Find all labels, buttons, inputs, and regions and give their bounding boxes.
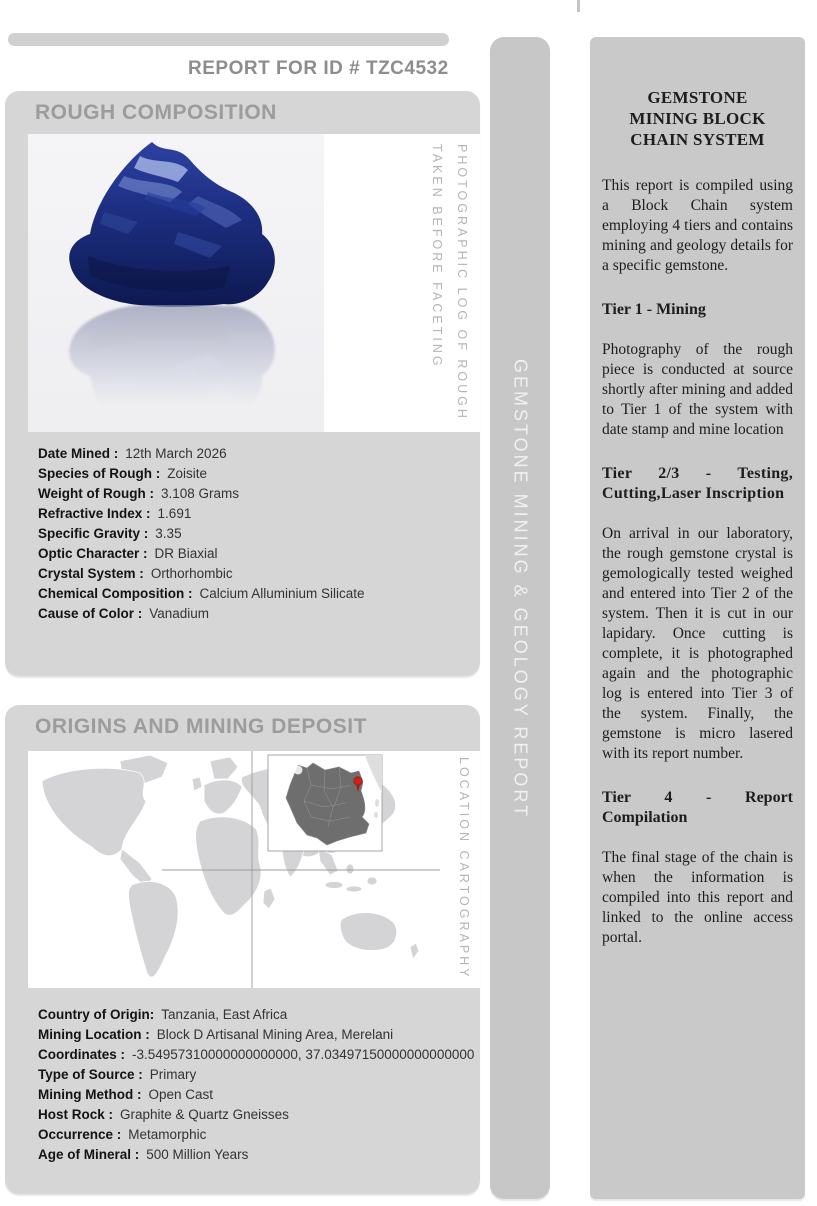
vertical-title-bar — [490, 37, 550, 1199]
tanzania-inset — [268, 755, 382, 851]
map-caption-text: LOCATION CARTOGRAPHY — [457, 757, 471, 980]
tier23-body: On arrival in our laboratory, the rough gemstone crystal is gemologically tested weighed and entered into Tier 2 of the system. Then it is cut in our lapidary. Once cutting is complete, it is photographed again and the photographic log is entered into Tier 3 of the system. Finally, the gemstone is micro lasered with its report number. — [602, 525, 793, 762]
field-label: Weight of Rough : — [38, 486, 154, 501]
field-value: Vanadium — [149, 606, 210, 621]
field-row — [38, 584, 365, 604]
rough-gemstone-photo — [28, 134, 324, 432]
field-row — [38, 1065, 474, 1085]
field-label: Specific Gravity : — [38, 526, 149, 541]
rough-stone-graphic — [28, 134, 324, 432]
field-label: Crystal System : — [38, 566, 144, 581]
field-row — [38, 444, 365, 464]
field-label: Host Rock : — [38, 1107, 114, 1122]
tier23-heading: Tier 2/3 - Testing, Cutting,Laser Inscription — [602, 465, 793, 502]
field-label: Species of Rough : — [38, 466, 161, 481]
photo-caption-line2: TAKEN BEFORE FACETING — [430, 144, 444, 369]
tier4-body: The final stage of the chain is when the information is compiled into this report and linked to the online access portal. — [602, 849, 793, 946]
tier4-heading: Tier 4 - Report Compilation — [602, 789, 793, 826]
field-value: 3.108 Grams — [160, 486, 240, 501]
field-row — [38, 564, 365, 584]
field-value: Zoisite — [167, 466, 208, 481]
field-value: 500 Million Years — [146, 1147, 249, 1162]
field-row — [38, 524, 365, 544]
field-value: Graphite & Quartz Gneisses — [120, 1107, 289, 1122]
field-label: Optic Character : — [38, 546, 148, 561]
field-row — [38, 464, 365, 484]
field-label: Occurrence : — [38, 1127, 122, 1142]
map-box — [28, 751, 480, 988]
field-value: 1.691 — [157, 506, 192, 521]
panel-heading: GEMSTONE MINING BLOCK CHAIN SYSTEM — [629, 88, 766, 149]
field-row — [38, 1005, 474, 1025]
top-divider-bar — [8, 33, 449, 46]
field-row — [38, 1025, 474, 1045]
field-row — [38, 504, 365, 524]
rough-fields — [38, 444, 365, 624]
tier1-body: Photography of the rough piece is conducted at source shortly after mining and added to Tier 1 of the system with date stamp and mine location — [602, 341, 793, 438]
field-value: Block D Artisanal Mining Area, Merelani — [156, 1027, 394, 1042]
field-label: Refractive Index : — [38, 506, 151, 521]
field-label: Mining Location : — [38, 1027, 150, 1042]
field-label: Age of Mineral : — [38, 1147, 140, 1162]
panel-intro: This report is compiled using a Block Chain system employing 4 tiers and contains mining and geology details for a specific gemstone. — [602, 177, 793, 274]
origins-title: ORIGINS AND MINING DEPOSIT — [35, 715, 367, 738]
field-value: 3.35 — [155, 526, 182, 541]
field-value: Primary — [149, 1067, 197, 1082]
field-value: Metamorphic — [128, 1127, 207, 1142]
field-value: Calcium Alluminium Silicate — [199, 586, 365, 601]
field-label: Country of Origin: — [38, 1007, 155, 1022]
blockchain-info-panel — [590, 37, 805, 1199]
field-value: 12th March 2026 — [125, 446, 227, 461]
field-label: Cause of Color : — [38, 606, 143, 621]
field-value: Tanzania, East Africa — [161, 1007, 288, 1022]
field-row — [38, 1145, 474, 1165]
field-value: -3.54957310000000000000, 37.03497150000000000000 — [132, 1047, 475, 1062]
field-value: Open Cast — [148, 1087, 214, 1102]
field-value: DR Biaxial — [154, 546, 218, 561]
origins-card — [5, 705, 480, 1194]
field-label: Date Mined : — [38, 446, 119, 461]
field-row — [38, 604, 365, 624]
field-row — [38, 544, 365, 564]
field-row — [38, 484, 365, 504]
report-title: REPORT FOR ID # TZC4532 — [188, 58, 449, 79]
rough-composition-card — [5, 91, 480, 676]
rough-composition-title: ROUGH COMPOSITION — [35, 101, 277, 124]
photo-caption-line1: PHOTOGRAPHIC LOG OF ROUGH — [455, 144, 469, 421]
world-map — [28, 751, 442, 988]
field-row — [38, 1085, 474, 1105]
field-label: Mining Method : — [38, 1087, 142, 1102]
page-guide-tick — [577, 0, 580, 12]
field-label: Type of Source : — [38, 1067, 143, 1082]
map-caption — [451, 757, 476, 985]
origins-fields — [38, 1005, 474, 1165]
tier1-heading: Tier 1 - Mining — [602, 301, 706, 318]
photo-caption — [424, 144, 474, 429]
field-label: Chemical Composition : — [38, 586, 193, 601]
field-row — [38, 1125, 474, 1145]
field-value: Orthorhombic — [150, 566, 233, 581]
rough-photo-box — [28, 134, 480, 432]
field-row — [38, 1105, 474, 1125]
field-row — [38, 1045, 474, 1065]
vertical-title: GEMSTONE MINING & GEOLOGY REPORT — [510, 359, 531, 820]
field-label: Coordinates : — [38, 1047, 126, 1062]
